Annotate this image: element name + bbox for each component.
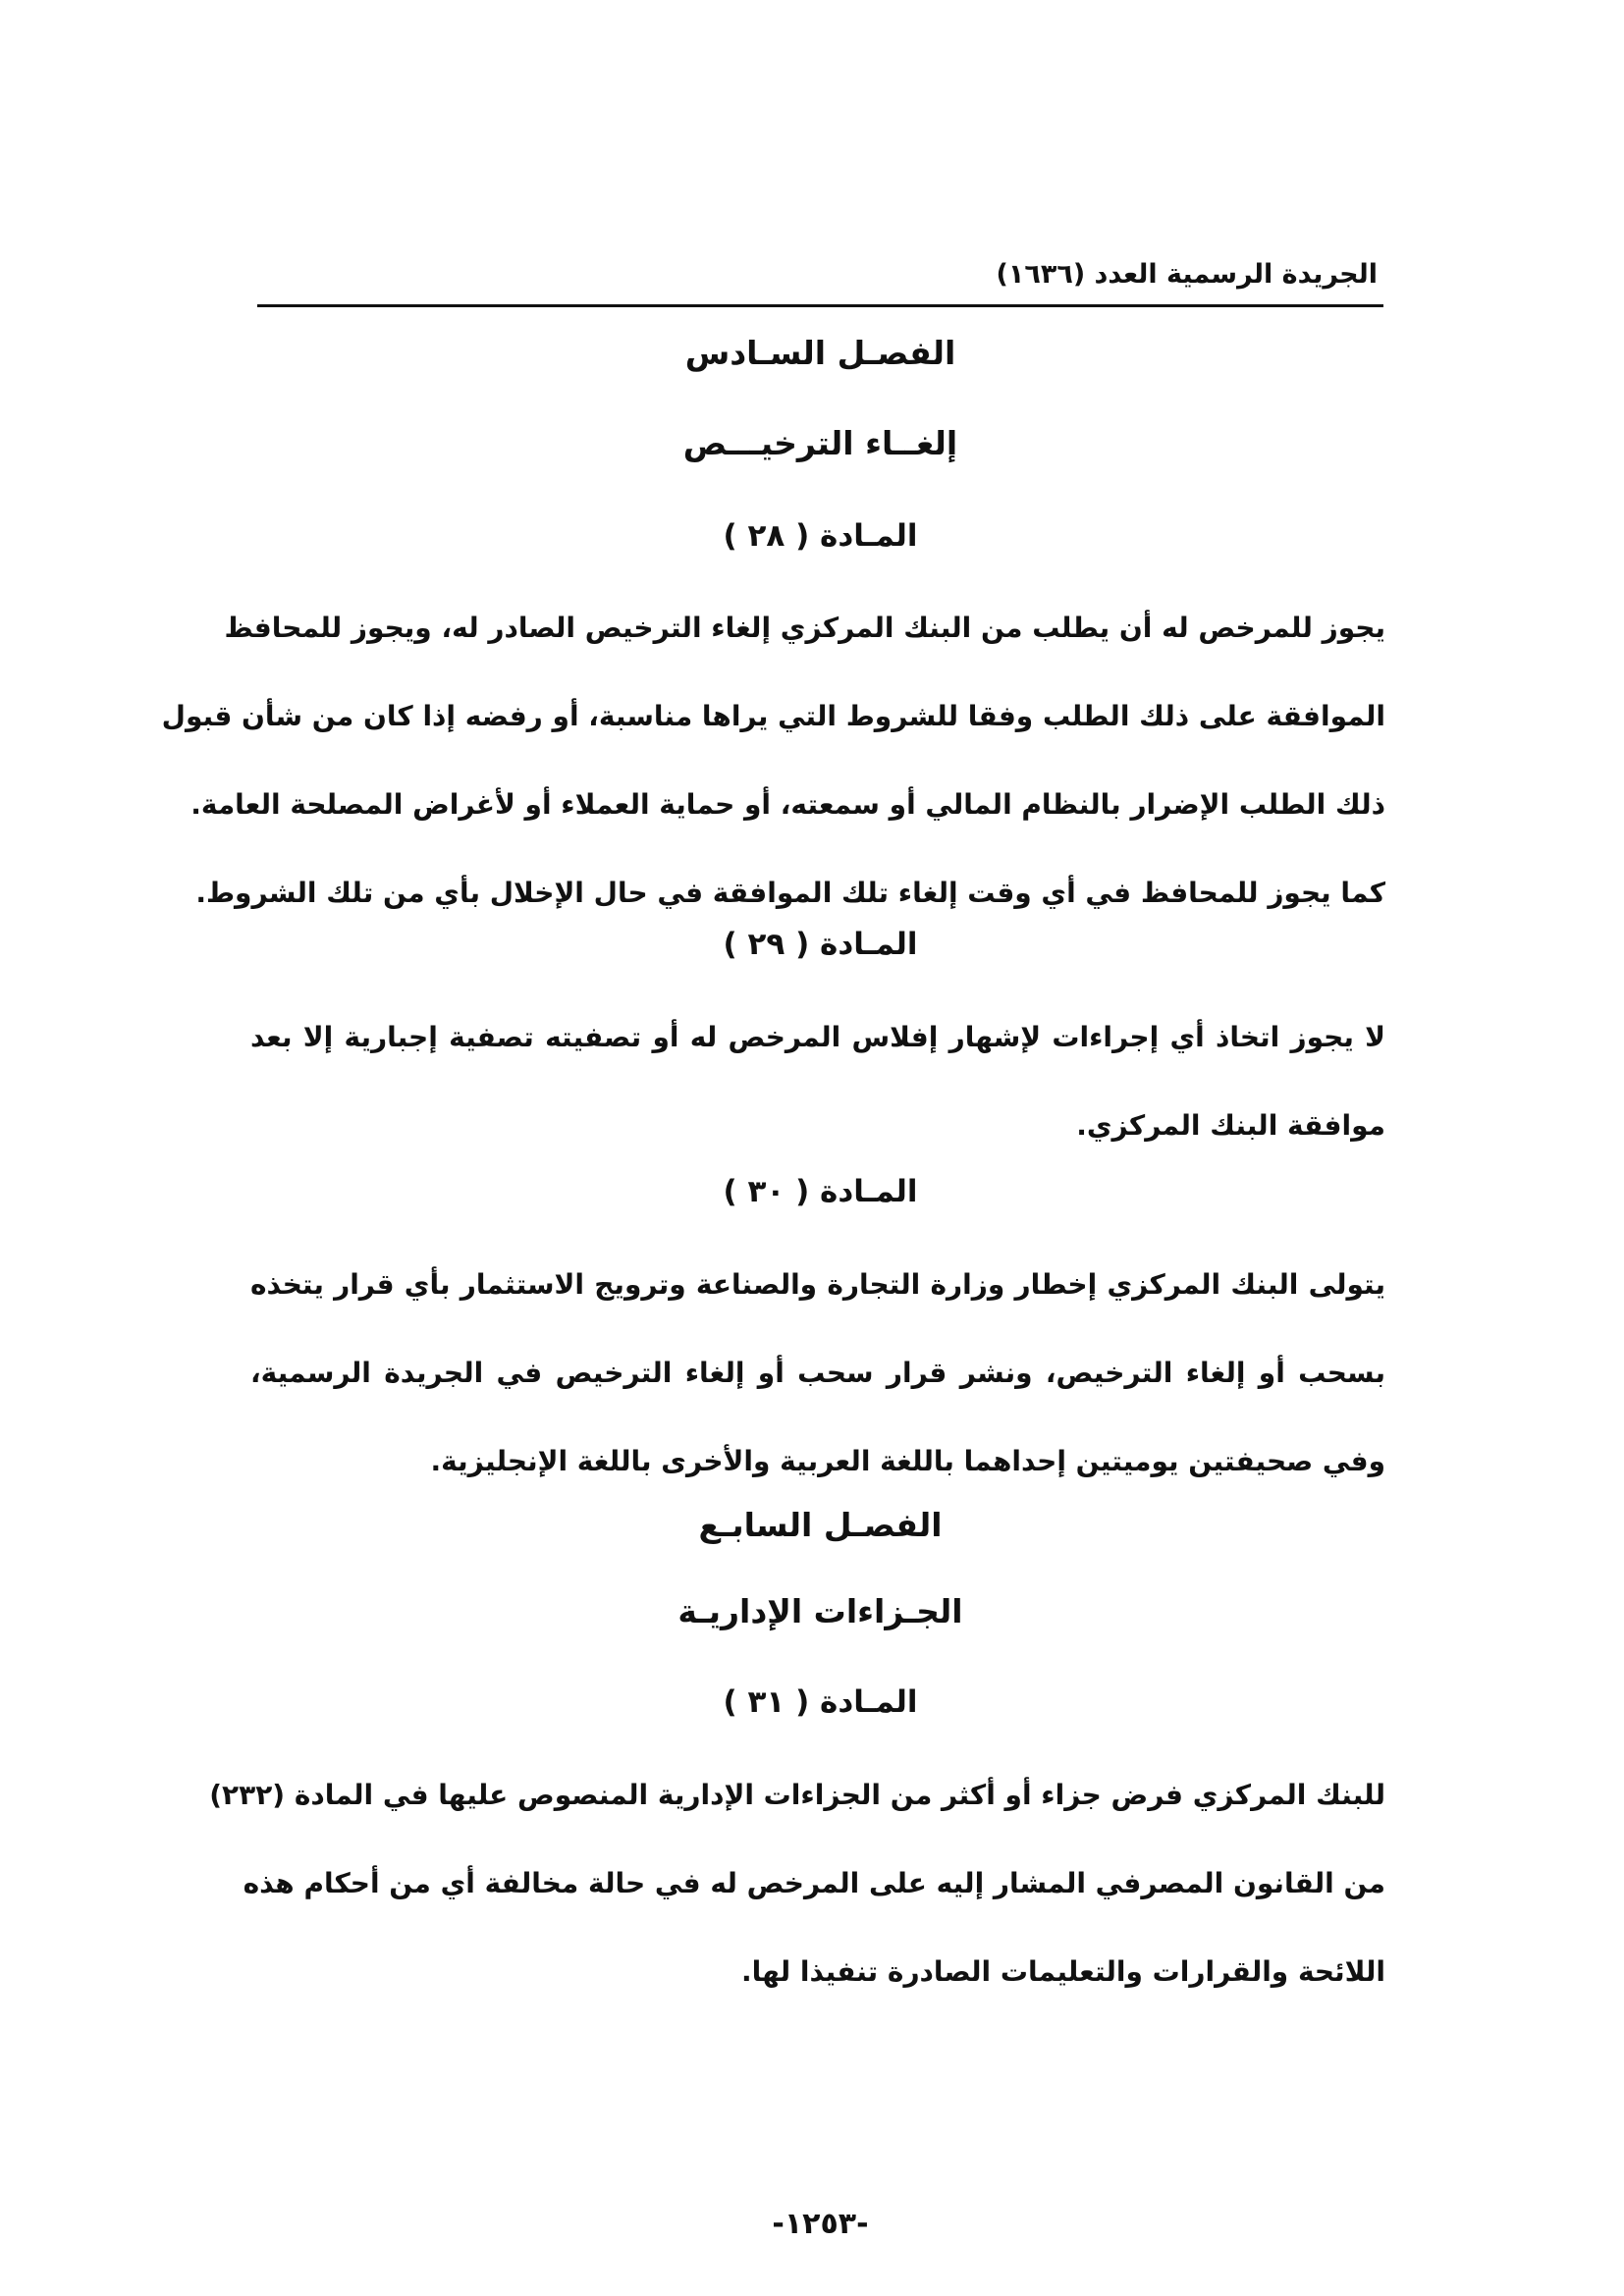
body-line: اللائحة والقرارات والتعليمات الصادرة تنفيذا لها.	[740, 1955, 1385, 1988]
body-line: وفي صحيفتين يوميتين إحداهما باللغة العربية والأخرى باللغة الإنجليزية.	[430, 1445, 1385, 1477]
article-title: المـادة ( ٣١ )	[723, 1684, 918, 1720]
article-body	[209, 1751, 1385, 2016]
chapter-heading: إلغــاء الترخيـــص	[682, 424, 958, 462]
page-header	[257, 257, 1383, 306]
page-number: -١٢٥٣-	[772, 2207, 869, 2241]
body-line: موافقة البنك المركزي.	[1076, 1109, 1385, 1142]
body-line: يتولى البنك المركزي إخطار وزارة التجارة والصناعة وترويج الاستثمار بأي قرار يتخذه	[250, 1268, 1385, 1301]
body-line: ذلك الطلب الإضرار بالنظام المالي أو سمعته، أو حماية العملاء أو لأغراض المصلحة العامة.	[190, 788, 1385, 821]
article-body	[161, 584, 1385, 937]
chapter-title: الفصـل السابـع	[698, 1506, 943, 1544]
body-line: الموافقة على ذلك الطلب وفقا للشروط التي يراها مناسبة، أو رفضه إذا كان من شأن قبول	[161, 700, 1385, 732]
chapter-title: الفصـل السـادس	[684, 334, 956, 372]
body-line: من القانون المصرفي المشار إليه على المرخص له في حالة مخالفة أي من أحكام هذه	[243, 1867, 1385, 1899]
article-body	[250, 1241, 1385, 1506]
article-title: المـادة ( ٢٨ )	[723, 518, 918, 554]
body-line: يجوز للمرخص له أن يطلب من البنك المركزي إلغاء الترخيص الصادر له، ويجوز للمحافظ	[224, 612, 1385, 644]
body-line: بسحب أو إلغاء الترخيص، ونشر قرار سحب أو إلغاء الترخيص في الجريدة الرسمية،	[250, 1357, 1385, 1389]
header-divider	[257, 304, 1383, 307]
body-line: للبنك المركزي فرض جزاء أو أكثر من الجزاءات الإدارية المنصوص عليها في المادة (٢٣٢)	[209, 1779, 1385, 1811]
body-line: كما يجوز للمحافظ في أي وقت إلغاء تلك الموافقة في حال الإخلال بأي من تلك الشروط.	[195, 877, 1385, 909]
article-title: المـادة ( ٣٠ )	[723, 1174, 918, 1209]
article-title: المـادة ( ٢٩ )	[723, 927, 918, 962]
chapter-heading: الجـزاءات الإداريـة	[677, 1592, 963, 1630]
body-line: لا يجوز اتخاذ أي إجراءات لإشهار إفلاس المرخص له أو تصفيته تصفية إجبارية إلا بعد	[250, 1021, 1385, 1053]
gazette-header-title: الجريدة الرسمية العدد (١٦٣٦)	[996, 259, 1378, 290]
article-body	[250, 993, 1385, 1170]
